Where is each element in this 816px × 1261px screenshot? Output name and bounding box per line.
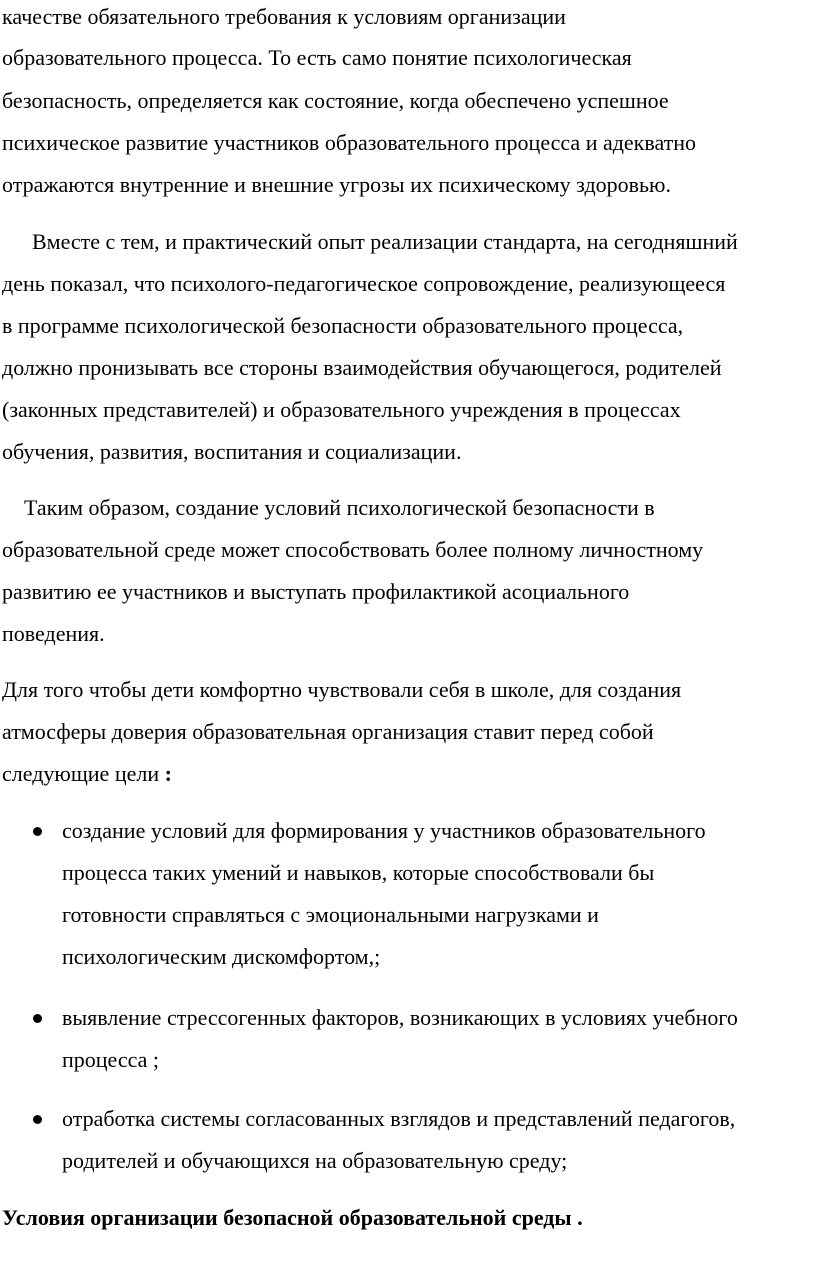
bullet-icon xyxy=(33,1115,42,1124)
paragraph-3-line-4: поведения. xyxy=(2,621,105,646)
paragraph-4-line-3-text: следующие цели xyxy=(2,761,165,786)
goal-3-line-2: родителей и обучающихся на образовательную среду; xyxy=(62,1148,568,1173)
bullet-icon xyxy=(33,1014,42,1023)
paragraph-2-line-2: день показал, что психолого-педагогическое сопровождение, реализующееся xyxy=(2,271,726,296)
paragraph-4-line-1: Для того чтобы дети комфортно чувствовали себя в школе, для создания xyxy=(2,677,682,702)
paragraph-2-line-5: (законных представителей) и образовательного учреждения в процессах xyxy=(2,397,681,422)
goal-1-line-4: психологическим дискомфортом,; xyxy=(62,944,381,969)
paragraph-1-line-2: образовательного процесса. То есть само понятие психологическая xyxy=(2,45,632,70)
paragraph-2-line-1: Вместе с тем, и практический опыт реализации стандарта, на сегодняшний xyxy=(32,229,738,254)
goal-3-line-1: отработка системы согласованных взглядов и представлений педагогов, xyxy=(62,1106,736,1131)
paragraph-3-line-2: образовательной среде может способствовать более полному личностному xyxy=(2,537,704,562)
paragraph-4-line-2: атмосферы доверия образовательная организация ставит перед собой xyxy=(2,719,654,744)
goal-2-line-2: процесса ; xyxy=(62,1047,160,1072)
paragraph-1-line-5: отражаются внутренние и внешние угрозы их психическому здоровью. xyxy=(2,172,671,197)
goal-1-line-2: процесса таких умений и навыков, которые способствовали бы xyxy=(62,860,655,885)
paragraph-3-line-3: развитию ее участников и выступать профилактикой асоциального xyxy=(2,579,630,604)
paragraph-3-line-1: Таким образом, создание условий психологической безопасности в xyxy=(24,495,655,520)
section-heading: Условия организации безопасной образовательной среды . xyxy=(2,1205,583,1230)
paragraph-1-line-1: качестве обязательного требования к условиям организации xyxy=(2,4,566,29)
goal-1-line-1: создание условий для формирования у участников образовательного xyxy=(62,818,706,843)
bullet-icon xyxy=(33,827,42,836)
paragraph-4-line-3 xyxy=(2,761,172,787)
paragraph-1-line-3: безопасность, определяется как состояние, когда обеспечено успешное xyxy=(2,88,669,113)
goal-1-line-3: готовности справляться с эмоциональными нагрузками и xyxy=(62,902,599,927)
goal-2-line-1: выявление стрессогенных факторов, возникающих в условиях учебного xyxy=(62,1005,738,1030)
goals-colon: : xyxy=(164,761,172,786)
paragraph-2-line-3: в программе психологической безопасности образовательного процесса, xyxy=(2,313,684,338)
paragraph-2-line-4: должно пронизывать все стороны взаимодействия обучающегося, родителей xyxy=(2,355,722,380)
paragraph-1-line-4: психическое развитие участников образовательного процесса и адекватно xyxy=(2,130,697,155)
paragraph-2-line-6: обучения, развития, воспитания и социализации. xyxy=(2,439,462,464)
